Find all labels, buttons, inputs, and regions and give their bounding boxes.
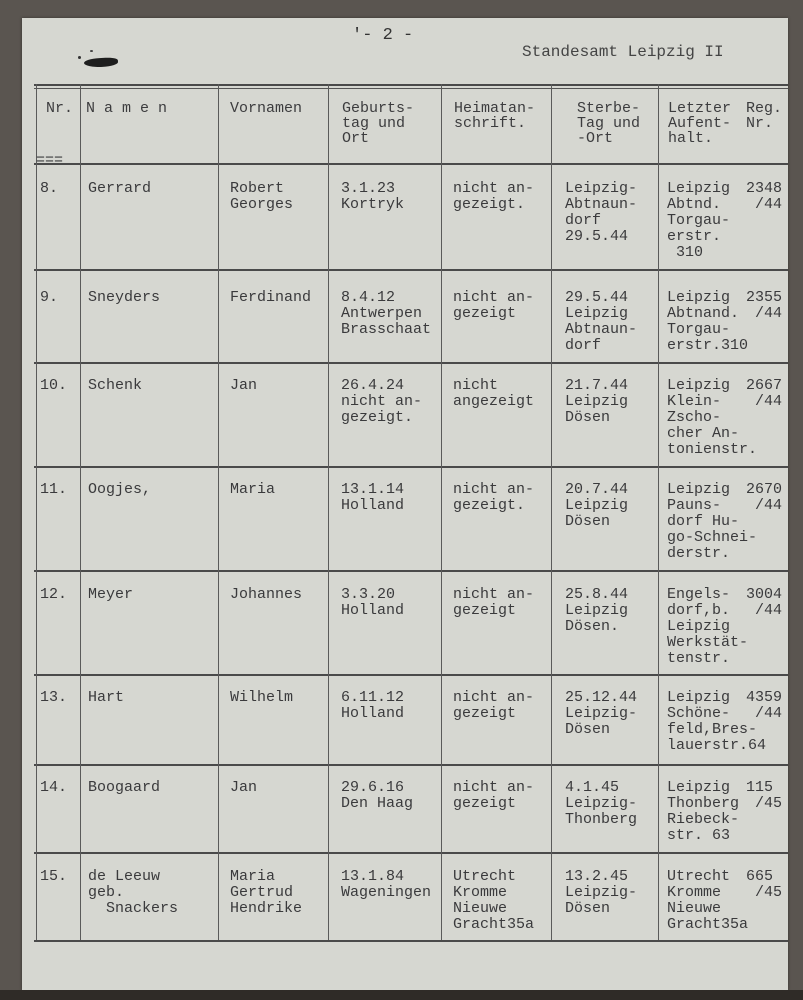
row-geburt: 3.1.23 Kortryk <box>341 180 405 213</box>
row-heimat: Utrecht Kromme Nieuwe Gracht35a <box>453 868 535 933</box>
row-name: Sneyders <box>88 289 161 306</box>
column-divider <box>36 84 37 940</box>
row-reg: 2348 /44 <box>746 180 783 213</box>
row-nr: 10. <box>40 377 68 394</box>
row-aufenthalt: Utrecht Kromme Nieuwe Gracht35a <box>667 868 749 933</box>
row-aufenthalt: Leipzig Schöne- feld,Bres- lauerstr.64 <box>667 689 767 754</box>
row-nr: 12. <box>40 586 68 603</box>
row-name: de Leeuw geb. Snackers <box>88 868 179 917</box>
column-divider <box>80 84 81 940</box>
row-divider <box>34 570 788 572</box>
row-name: Oogjes, <box>88 481 152 498</box>
row-nr: 15. <box>40 868 68 885</box>
header-namen: N a m e n <box>86 100 168 117</box>
row-name: Gerrard <box>88 180 152 197</box>
row-nr: 9. <box>40 289 59 306</box>
header-underline: === <box>36 152 64 169</box>
row-nr: 13. <box>40 689 68 706</box>
row-reg: 4359 /44 <box>746 689 783 722</box>
row-geburt: 8.4.12 Antwerpen Brasschaat <box>341 289 432 338</box>
row-aufenthalt: Leipzig Abtnd. Torgau- erstr. 310 <box>667 180 731 261</box>
row-divider <box>34 466 788 468</box>
row-reg: 665 /45 <box>746 868 783 901</box>
header-vornamen: Vornamen <box>230 100 303 117</box>
row-vorname: Maria Gertrud Hendrike <box>230 868 303 917</box>
row-vorname: Wilhelm <box>230 689 294 706</box>
column-divider <box>328 84 329 940</box>
row-vorname: Johannes <box>230 586 303 603</box>
row-geburt: 29.6.16 Den Haag <box>341 779 414 812</box>
row-divider <box>34 362 788 364</box>
row-vorname: Ferdinand <box>230 289 312 306</box>
row-reg: 2355 /44 <box>746 289 783 322</box>
table-top-rule <box>34 84 788 86</box>
header-reg: Reg. Nr. <box>746 100 783 132</box>
row-reg: 3004 /44 <box>746 586 783 619</box>
registry-office: Standesamt Leipzig II <box>522 43 724 61</box>
row-divider <box>34 163 788 165</box>
table-top-rule <box>34 88 788 89</box>
header-sterbe: Sterbe- Tag und -Ort <box>577 100 641 147</box>
column-divider <box>218 84 219 940</box>
row-sterbe: 4.1.45 Leipzig- Thonberg <box>565 779 638 828</box>
row-sterbe: 20.7.44 Leipzig Dösen <box>565 481 629 530</box>
row-vorname: Jan <box>230 377 258 394</box>
row-heimat: nicht an- gezeigt. <box>453 180 535 213</box>
row-divider <box>34 764 788 766</box>
row-name: Hart <box>88 689 125 706</box>
row-heimat: nicht angezeigt <box>453 377 535 410</box>
row-geburt: 3.3.20 Holland <box>341 586 405 619</box>
page-number: '- 2 - <box>352 26 414 45</box>
row-sterbe: Leipzig- Abtnaun- dorf 29.5.44 <box>565 180 638 245</box>
row-reg: 115 /45 <box>746 779 783 812</box>
row-geburt: 13.1.84 Wageningen <box>341 868 432 901</box>
column-divider <box>658 84 659 940</box>
column-divider <box>551 84 552 940</box>
row-aufenthalt: Leipzig Abtnand. Torgau- erstr.310 <box>667 289 749 354</box>
row-geburt: 6.11.12 Holland <box>341 689 405 722</box>
row-divider <box>34 852 788 854</box>
row-nr: 8. <box>40 180 59 197</box>
row-geburt: 13.1.14 Holland <box>341 481 405 514</box>
header-heimat: Heimatan- schrift. <box>454 100 536 132</box>
scan-border <box>0 990 803 1000</box>
row-sterbe: 25.8.44 Leipzig Dösen. <box>565 586 629 635</box>
row-geburt: 26.4.24 nicht an- gezeigt. <box>341 377 423 426</box>
row-heimat: nicht an- gezeigt. <box>453 481 535 514</box>
row-name: Boogaard <box>88 779 161 796</box>
column-divider <box>441 84 442 940</box>
row-aufenthalt: Leipzig Klein- Zscho- cher An- tonienstr. <box>667 377 758 458</box>
row-sterbe: 25.12.44 Leipzig- Dösen <box>565 689 638 738</box>
header-aufenthalt: Letzter Aufent- halt. <box>668 100 732 147</box>
header-nr: Nr. <box>46 100 74 117</box>
row-vorname: Robert Georges <box>230 180 294 213</box>
row-nr: 11. <box>40 481 68 498</box>
row-divider <box>34 269 788 271</box>
row-reg: 2670 /44 <box>746 481 783 514</box>
row-vorname: Jan <box>230 779 258 796</box>
row-aufenthalt: Leipzig Thonberg Riebeck- str. 63 <box>667 779 740 844</box>
ink-speck <box>78 56 81 59</box>
row-name: Meyer <box>88 586 134 603</box>
row-name: Schenk <box>88 377 143 394</box>
row-divider <box>34 940 788 942</box>
row-heimat: nicht an- gezeigt <box>453 586 535 619</box>
ink-speck <box>90 50 93 52</box>
row-divider <box>34 674 788 676</box>
row-vorname: Maria <box>230 481 276 498</box>
row-nr: 14. <box>40 779 68 796</box>
row-sterbe: 13.2.45 Leipzig- Dösen <box>565 868 638 917</box>
row-aufenthalt: Leipzig Pauns- dorf Hu- go-Schnei- derstr. <box>667 481 758 562</box>
header-geburt: Geburts- tag und Ort <box>342 100 415 147</box>
row-heimat: nicht an- gezeigt <box>453 689 535 722</box>
row-heimat: nicht an- gezeigt <box>453 779 535 812</box>
row-sterbe: 29.5.44 Leipzig Abtnaun- dorf <box>565 289 638 354</box>
row-heimat: nicht an- gezeigt <box>453 289 535 322</box>
row-sterbe: 21.7.44 Leipzig Dösen <box>565 377 629 426</box>
row-aufenthalt: Engels- dorf,b. Leipzig Werkstät- tenstr. <box>667 586 749 667</box>
row-reg: 2667 /44 <box>746 377 783 410</box>
